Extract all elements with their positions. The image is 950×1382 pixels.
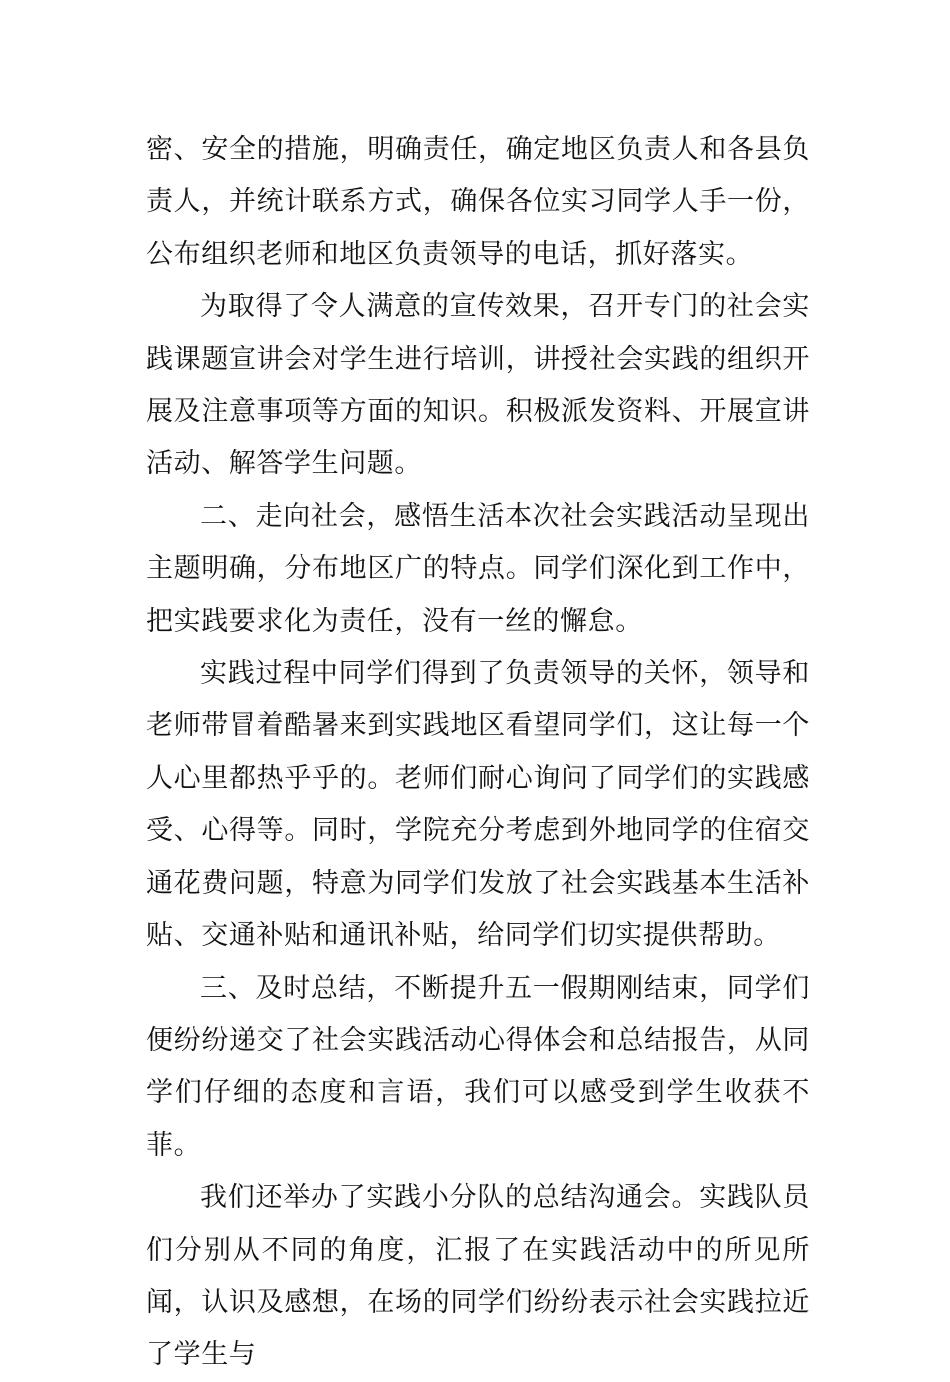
paragraph-continued: 密、安全的措施，明确责任，确定地区负责人和各县负责人，并统计联系方式，确保各位实习同学人手一份，公布组织老师和地区负责领导的电话，抓好落实。	[146, 134, 810, 270]
body-text	[146, 124, 810, 1382]
paragraph: 实践过程中同学们得到了负责领导的关怀，领导和老师带冒着酷暑来到实践地区看望同学们，这让每一个人心里都热乎乎的。老师们耐心询问了同学们的实践感受、心得等。同时，学院充分考虑到外地同学的住宿交通花费问题，特意为同学们发放了社会实践基本生活补贴、交通补贴和通讯补贴，给同学们切实提供帮助。	[146, 658, 810, 952]
paragraph: 为取得了令人满意的宣传效果，召开专门的社会实践课题宣讲会对学生进行培训，讲授社会实践的组织开展及注意事项等方面的知识。积极派发资料、开展宣讲活动、解答学生问题。	[146, 291, 810, 480]
paragraph: 三、及时总结，不断提升五一假期刚结束，同学们便纷纷递交了社会实践活动心得体会和总结报告，从同学们仔细的态度和言语，我们可以感受到学生收获不菲。	[146, 972, 810, 1161]
paragraph: 二、走向社会，感悟生活本次社会实践活动呈现出主题明确，分布地区广的特点。同学们深化到工作中，把实践要求化为责任，没有一丝的懈怠。	[146, 500, 810, 637]
paragraph: 我们还举办了实践小分队的总结沟通会。实践队员们分别从不同的角度，汇报了在实践活动中的所见所闻，认识及感想，在场的同学们纷纷表示社会实践拉近了学生与	[146, 1182, 810, 1371]
